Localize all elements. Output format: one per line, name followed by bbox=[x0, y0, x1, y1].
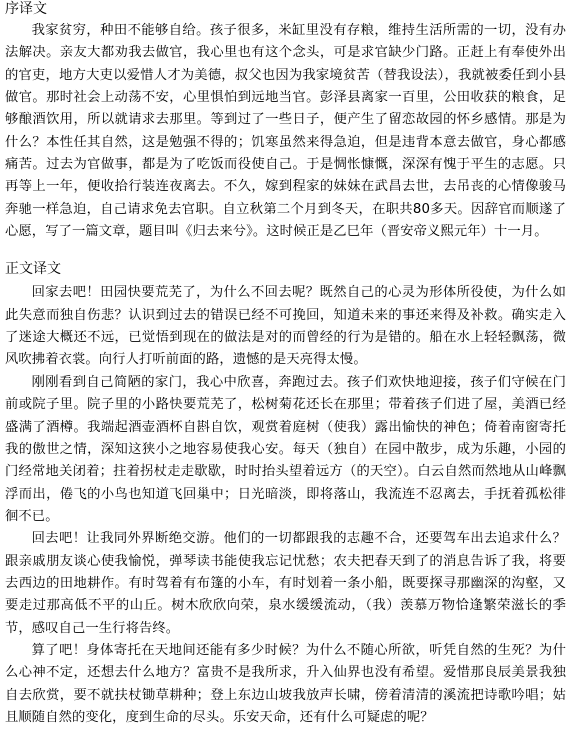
main-paragraph-2: 刚刚看到自己简陋的家门，我心中欣喜，奔跑过去。孩子们欢快地迎接，孩子们守候在门前或院子里。院子里的小路快要荒芜了，松树菊花还长在那里；带着孩子们进了屋，美酒已经盛满了酒樽。我端起酒壶酒杯自斟自饮，观赏着庭树（使我）露出愉快的神色；倚着南窗寄托我的傲世之情，深知这狭小之地容易使我心安。每天（独自）在园中散步，成为乐趣，小园的门经常地关闭着；拄着拐杖走走歇歇，时时抬头望着远方（的天空）。白云自然而然地从山峰飘浮而出，倦飞的小鸟也知道飞回巢中；日光暗淡，即将落山，我流连不忍离去，手抚着孤松徘徊不已。 bbox=[5, 374, 566, 524]
main-paragraph-3: 回去吧！让我同外界断绝交游。他们的一切都跟我的志趣不合，还要驾车出去追求什么？跟亲戚朋友谈心使我愉悦，弹琴读书能使我忘记忧愁；农夫把春天到了的消息告诉了我，将要去西边的田地耕作。有时驾着有布篷的小车，有时划着一条小船，既要探寻那幽深的沟壑，又要走过那高低不平的山丘。树木欣欣向荣，泉水缓缓流动，（我）羡慕万物恰逢繁荣滋长的季节，感叹自己一生行将告终。 bbox=[5, 531, 566, 636]
preface-section bbox=[5, 0, 566, 243]
preface-heading: 序译文 bbox=[5, 1, 47, 17]
preface-paragraph: 我家贫穷，种田不能够自给。孩子很多，米缸里没有存粮，维持生活所需的一切，没有办法解决。亲友大都劝我去做官，我心里也有这个念头，可是求官缺少门路。正赶上有奉使外出的官吏，地方大吏以爱惜人才为美德，叔父也因为我家境贫苦（替我设法），我就被委任到小县做官。那时社会上动荡不安，心里惧怕到远地当官。彭泽县离家一百里，公田收获的粮食，足够酿酒饮用，所以就请求去那里。等到过了一些日子，便产生了留恋故园的怀乡感情。那是为什么？本性任其自然，这是勉强不得的；饥寒虽然来得急迫，但是违背本意去做官，身心都感痛苦。过去为官做事，都是为了吃饭而役使自己。于是惆怅慷慨，深深有愧于平生的志愿。只再等上一年，便收拾行装连夜离去。不久，嫁到程家的妹妹在武昌去世，去吊丧的心情像骏马奔驰一样急迫，自己请求免去官职。自立秋第二个月到冬天，在职共80多天。因辞官而顺遂了心愿，写了一篇文章，题目叫《归去来兮》。这时候正是乙巳年（晋安帝义熙元年）十一月。 bbox=[5, 23, 566, 240]
main-section bbox=[5, 260, 566, 729]
main-paragraph-1: 回家去吧！田园快要荒芜了，为什么不回去呢？既然自己的心灵为形体所役使，为什么如此失意而独自伤悲？认识到过去的错误已经不可挽回，知道未来的事还来得及补救。确实走入了迷途大概还不远，已觉悟到现在的做法是对的而曾经的行为是错的。船在水上轻轻飘荡，微风吹拂着衣裳。向行人打听前面的路，遗憾的是天亮得太慢。 bbox=[5, 285, 566, 368]
main-paragraph-4: 算了吧！身体寄托在天地间还能有多少时候？为什么不随心所欲，听凭自然的生死？为什么心神不定，还想去什么地方？富贵不是我所求，升入仙界也没有希望。爱惜那良辰美景我独自去欣赏，要不就扶杖锄草耕种；登上东边山坡我放声长啸，傍着清清的溪流把诗歌吟唱；姑且顺随自然的变化，度到生命的尽头。乐安天命，还有什么可疑虑的呢？ bbox=[5, 642, 566, 725]
main-heading: 正文译文 bbox=[5, 261, 61, 278]
